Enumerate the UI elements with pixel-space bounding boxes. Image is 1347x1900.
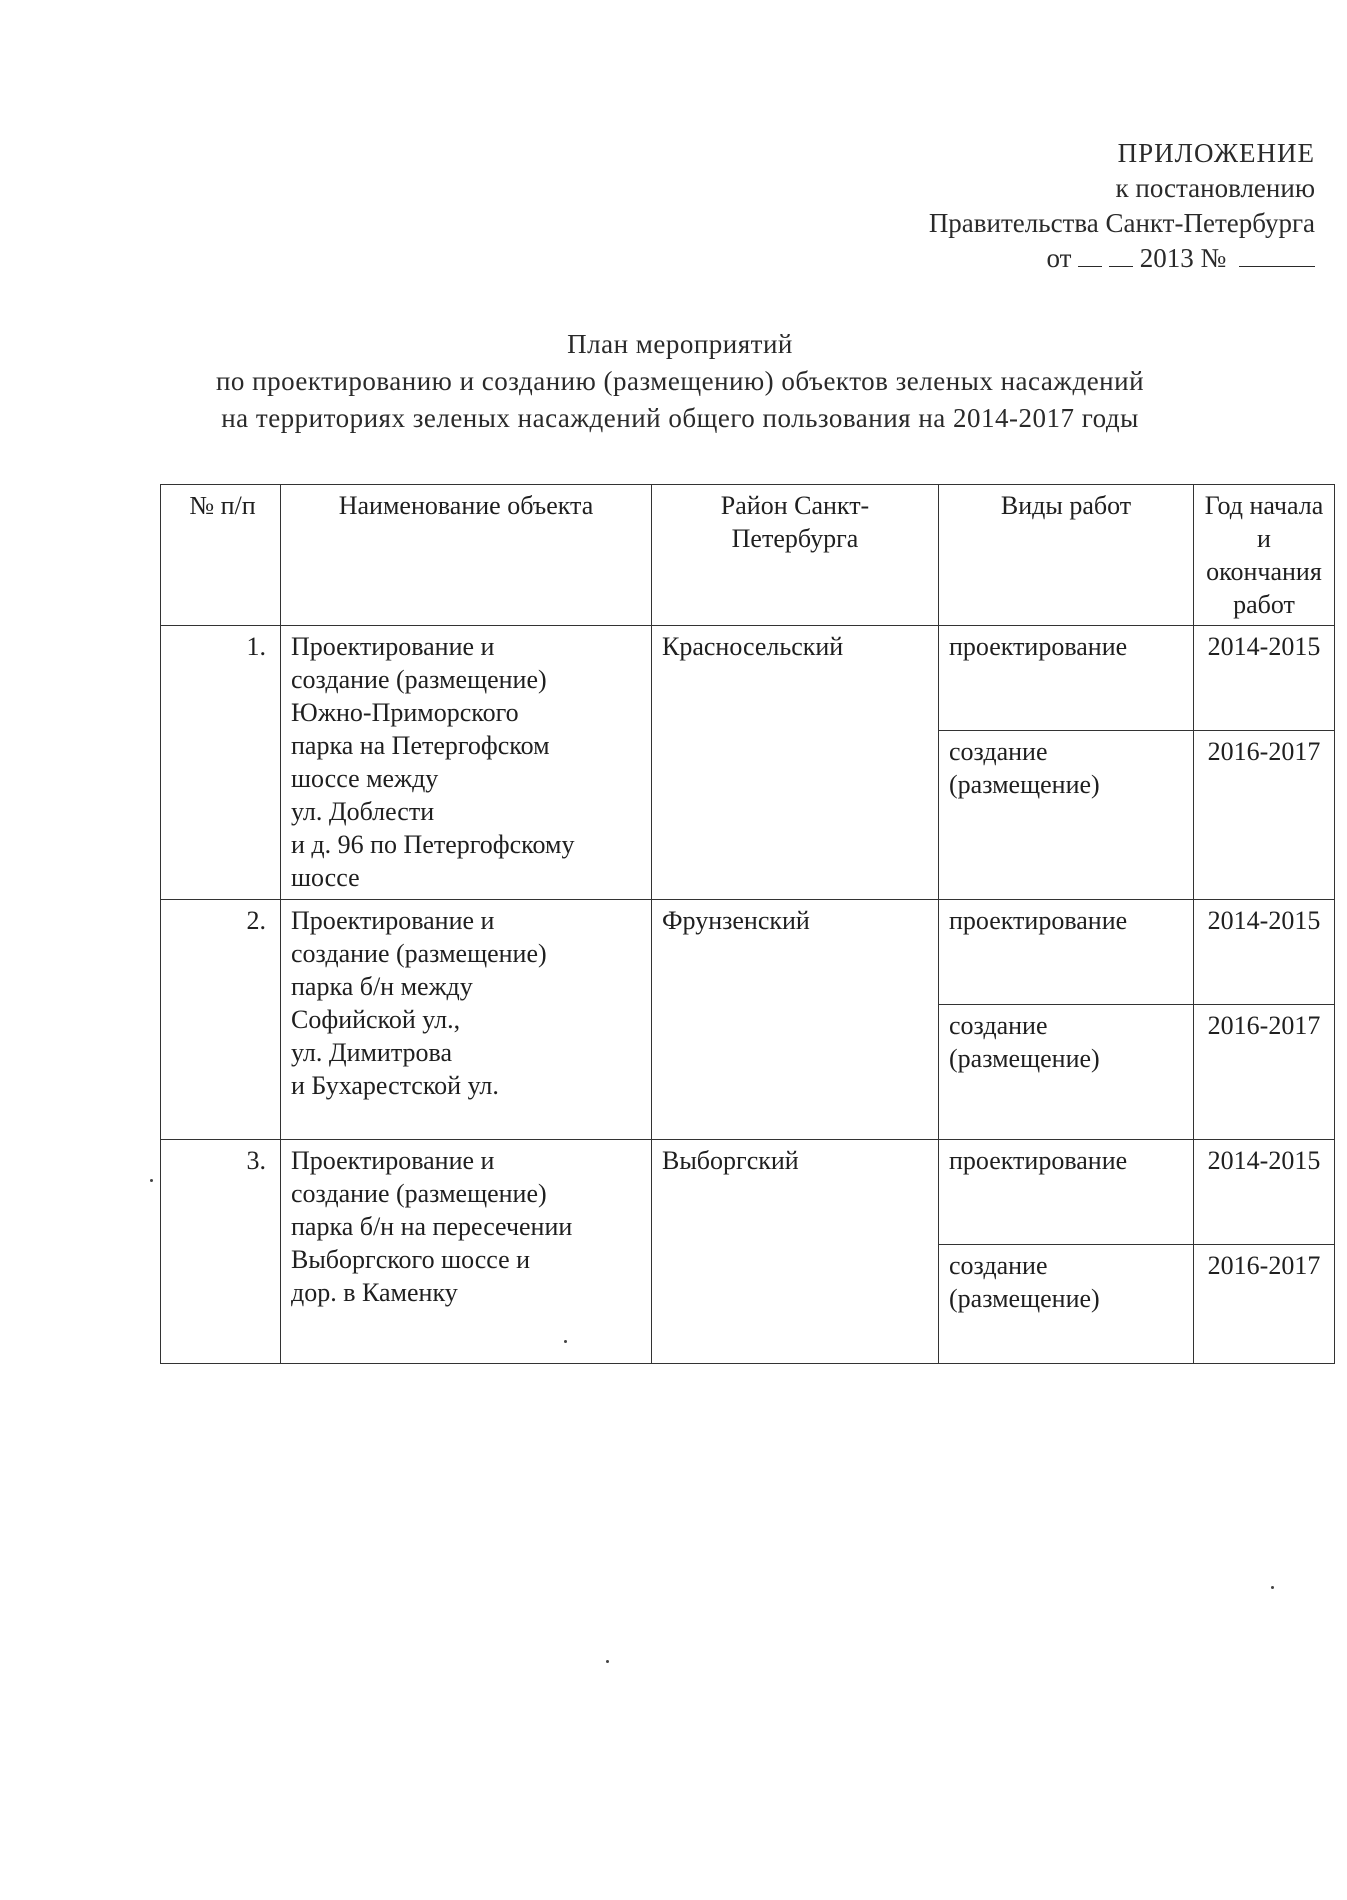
work-years-cell: 2016-2017 [1194,1245,1335,1364]
row-number: 2. [161,900,281,1140]
table-header-row [161,485,1335,626]
work-years-cell: 2014-2015 [1194,626,1335,731]
object-name-line: парка б/н между [291,972,473,1001]
work-years-cell: 2014-2015 [1194,1140,1335,1245]
object-name-line: шоссе между [291,764,439,793]
object-name-line: парка на Петергофском [291,731,550,760]
scan-speck [150,1179,153,1182]
col-header-works: Виды работ [939,485,1194,626]
day-blank [1078,244,1102,267]
title-line-1: План мероприятий [567,329,793,359]
work-years-cell: 2014-2015 [1194,900,1335,1005]
col-header-name: Наименование объекта [281,485,652,626]
number-blank [1239,244,1315,267]
from-prefix: от [1046,243,1072,273]
object-name-line: Выборгского шоссе и [291,1245,531,1274]
work-type-cell: создание (размещение) [939,1005,1194,1140]
work-years-cell: 2016-2017 [1194,731,1335,900]
object-name-line: Проектирование и [291,1146,495,1175]
object-name-line: Софийской ул., [291,1005,461,1034]
work-years-cell: 2016-2017 [1194,1005,1335,1140]
month-blank [1109,244,1133,267]
object-name-line: Проектирование и [291,906,495,935]
work-type-cell: создание (размещение) [939,1245,1194,1364]
to-decree-label: к постановлению [1115,173,1315,203]
government-label: Правительства Санкт-Петербурга [928,208,1315,238]
object-name-line: ул. Димитрова [291,1038,453,1067]
title-line-2: по проектированию и созданию (размещению) объектов зеленых насаждений [215,366,1145,396]
col-header-years: Год начала и окончания работ [1194,485,1335,626]
object-name [281,1140,652,1364]
scan-speck [606,1660,609,1663]
plan-title [120,326,1240,437]
decree-year: 2013 [1139,243,1194,273]
document-header [755,136,1315,276]
number-sign: № [1200,243,1227,273]
object-name-line: и Бухарестской ул. [291,1071,499,1100]
work-type-cell: создание (размещение) [939,731,1194,900]
object-name [281,900,652,1140]
object-name-line: дор. в Каменку [291,1278,458,1307]
district-cell: Фрунзенский [652,900,939,1140]
table-row [161,900,1335,1005]
table-row [161,1140,1335,1245]
decree-date-line [755,241,1315,276]
object-name-line: и д. 96 по Петергофскому [291,830,575,859]
object-name-line: создание (размещение) [291,939,547,968]
district-cell: Выборгский [652,1140,939,1364]
plan-table [160,484,1335,1364]
scan-speck [1271,1586,1274,1589]
object-name-line: шоссе [291,863,360,892]
object-name-line: создание (размещение) [291,1179,547,1208]
scan-speck [564,1340,567,1343]
appendix-label: ПРИЛОЖЕНИЕ [1117,138,1315,168]
work-type-cell: проектирование [939,626,1194,731]
title-line-3: на территориях зеленых насаждений общего пользования на 2014-2017 годы [221,403,1139,433]
object-name-line: создание (размещение) [291,665,547,694]
row-number: 1. [161,626,281,900]
object-name [281,626,652,900]
col-header-district: Район Санкт-Петербурга [652,485,939,626]
object-name-line: Южно-Приморского [291,698,519,727]
table-row [161,626,1335,731]
object-name-line: ул. Доблести [291,797,435,826]
district-cell: Красносельский [652,626,939,900]
object-name-line: Проектирование и [291,632,495,661]
work-type-cell: проектирование [939,1140,1194,1245]
work-type-cell: проектирование [939,900,1194,1005]
row-number: 3. [161,1140,281,1364]
object-name-line: парка б/н на пересечении [291,1212,573,1241]
col-header-num: № п/п [161,485,281,626]
